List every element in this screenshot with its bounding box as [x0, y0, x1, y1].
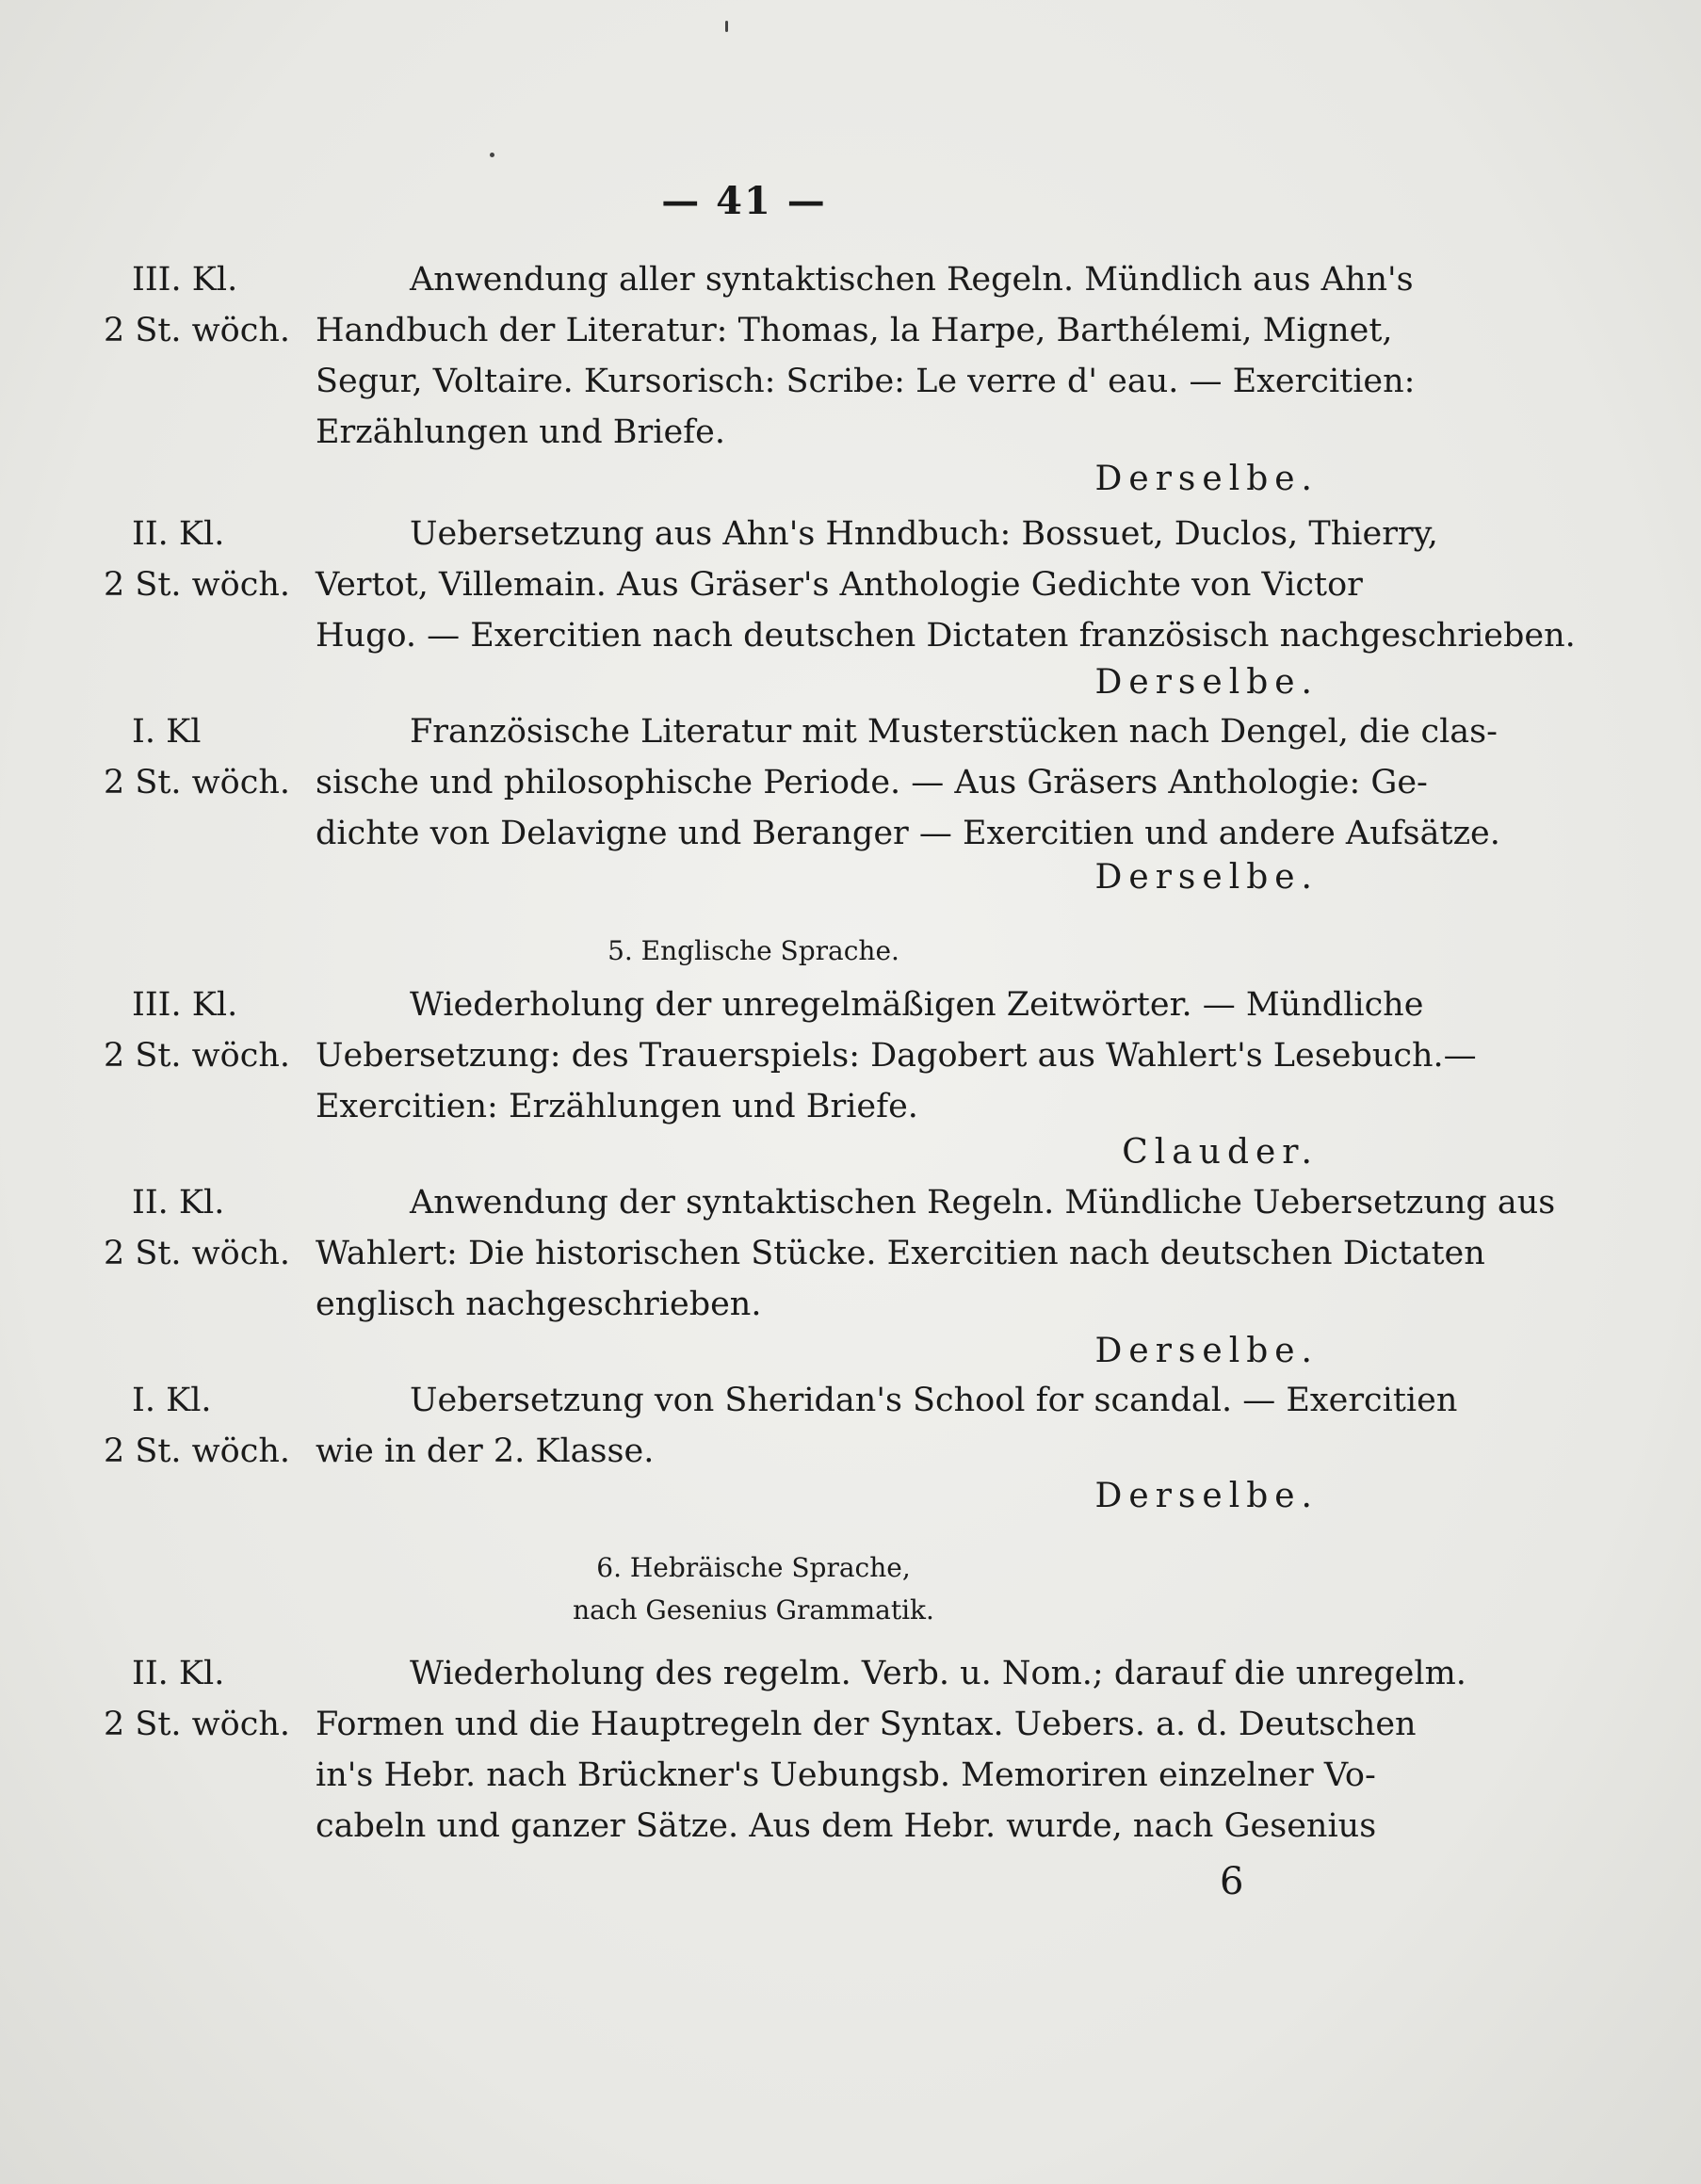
text-line: in's Hebr. nach Brückner's Uebungsb. Memoriren einzelner Vo-	[316, 1756, 1376, 1794]
text-line: wie in der 2. Klasse.	[316, 1432, 655, 1470]
ink-speck	[490, 153, 494, 157]
text-line: Vertot, Villemain. Aus Gräser's Anthologie Gedichte von Victor	[316, 566, 1363, 604]
hours-label: 2 St. wöch.	[104, 1037, 290, 1075]
hours-label: 2 St. wöch.	[104, 1706, 290, 1743]
ink-speck	[725, 21, 728, 32]
text-line: englisch nachgeschrieben.	[316, 1286, 762, 1323]
entry-label	[104, 509, 320, 610]
hours-label: 2 St. wöch.	[104, 1432, 290, 1470]
text-line: Wiederholung der unregelmäßigen Zeitwörter. — Mündliche	[410, 986, 1424, 1024]
class-label: II. Kl.	[132, 515, 225, 553]
class-label: II. Kl.	[132, 1184, 225, 1221]
text-line: Anwendung aller syntaktischen Regeln. Mündlich aus Ahn's	[410, 261, 1414, 299]
text-line: Wiederholung des regelm. Verb. u. Nom.; darauf die unregelm.	[410, 1655, 1466, 1692]
teacher-signature: Derselbe.	[1094, 1477, 1319, 1515]
teacher-signature: Derselbe.	[1094, 663, 1319, 702]
hours-label: 2 St. wöch.	[104, 1235, 290, 1272]
entry-text	[316, 509, 1576, 661]
text-line: Französische Literatur mit Musterstücken nach Dengel, die clas-	[410, 713, 1498, 751]
section-heading-hebrew: 6. Hebräische Sprache,	[596, 1552, 911, 1583]
text-line: Erzählungen und Briefe.	[316, 413, 725, 451]
text-line: Segur, Voltaire. Kursorisch: Scribe: Le verre d' eau. — Exercitien:	[316, 363, 1416, 400]
entry-label	[104, 1375, 320, 1477]
text-line: Exercitien: Erzählungen und Briefe.	[316, 1088, 918, 1125]
class-label: II. Kl.	[132, 1655, 225, 1692]
text-line: Anwendung der syntaktischen Regeln. Mündliche Uebersetzung aus	[410, 1184, 1556, 1221]
teacher-signature: Derselbe.	[1094, 858, 1319, 897]
class-label: III. Kl.	[132, 261, 238, 299]
text-line: Uebersetzung von Sheridan's School for scandal. — Exercitien	[410, 1382, 1458, 1419]
entry-label	[104, 1177, 320, 1279]
entry-label	[104, 1648, 320, 1750]
text-line: Uebersetzung aus Ahn's Hnndbuch: Bossuet, Duclos, Thierry,	[410, 515, 1438, 553]
text-line: Hugo. — Exercitien nach deutschen Dictaten französisch nachgeschrieben.	[316, 617, 1576, 655]
entry-label	[104, 706, 320, 808]
hours-label: 2 St. wöch.	[104, 312, 290, 349]
entry-text	[316, 1177, 1556, 1330]
text-line: Uebersetzung: des Trauerspiels: Dagobert aus Wahlert's Lesebuch.—	[316, 1037, 1477, 1075]
text-line: dichte von Delavigne und Beranger — Exercitien und andere Aufsätze.	[316, 815, 1500, 852]
page-number: — 41 —	[661, 179, 827, 223]
section-subheading-hebrew: nach Gesenius Grammatik.	[573, 1594, 934, 1626]
teacher-signature: Derselbe.	[1094, 460, 1319, 498]
entry-label	[104, 254, 320, 356]
teacher-signature: Clauder.	[1122, 1133, 1319, 1172]
text-line: Wahlert: Die historischen Stücke. Exercitien nach deutschen Dictaten	[316, 1235, 1485, 1272]
teacher-signature: Derselbe.	[1094, 1332, 1319, 1370]
hours-label: 2 St. wöch.	[104, 764, 290, 801]
entry-text	[316, 1648, 1466, 1852]
text-line: sische und philosophische Periode. — Aus Gräsers Anthologie: Ge-	[316, 764, 1428, 801]
entry-text	[316, 979, 1477, 1132]
text-line: Handbuch der Literatur: Thomas, la Harpe, Barthélemi, Mignet,	[316, 312, 1393, 349]
class-label: I. Kl	[132, 713, 202, 751]
text-line: cabeln und ganzer Sätze. Aus dem Hebr. wurde, nach Gesenius	[316, 1807, 1377, 1845]
hours-label: 2 St. wöch.	[104, 566, 290, 604]
entry-text	[316, 1375, 1458, 1477]
entry-text	[316, 254, 1422, 458]
class-label: III. Kl.	[132, 986, 238, 1024]
section-heading-english: 5. Englische Sprache.	[608, 935, 899, 966]
class-label: I. Kl.	[132, 1382, 212, 1419]
signature-mark: 6	[1220, 1860, 1244, 1903]
entry-label	[104, 979, 320, 1081]
entry-text	[316, 706, 1500, 859]
text-line: Formen und die Hauptregeln der Syntax. Uebers. a. d. Deutschen	[316, 1706, 1417, 1743]
